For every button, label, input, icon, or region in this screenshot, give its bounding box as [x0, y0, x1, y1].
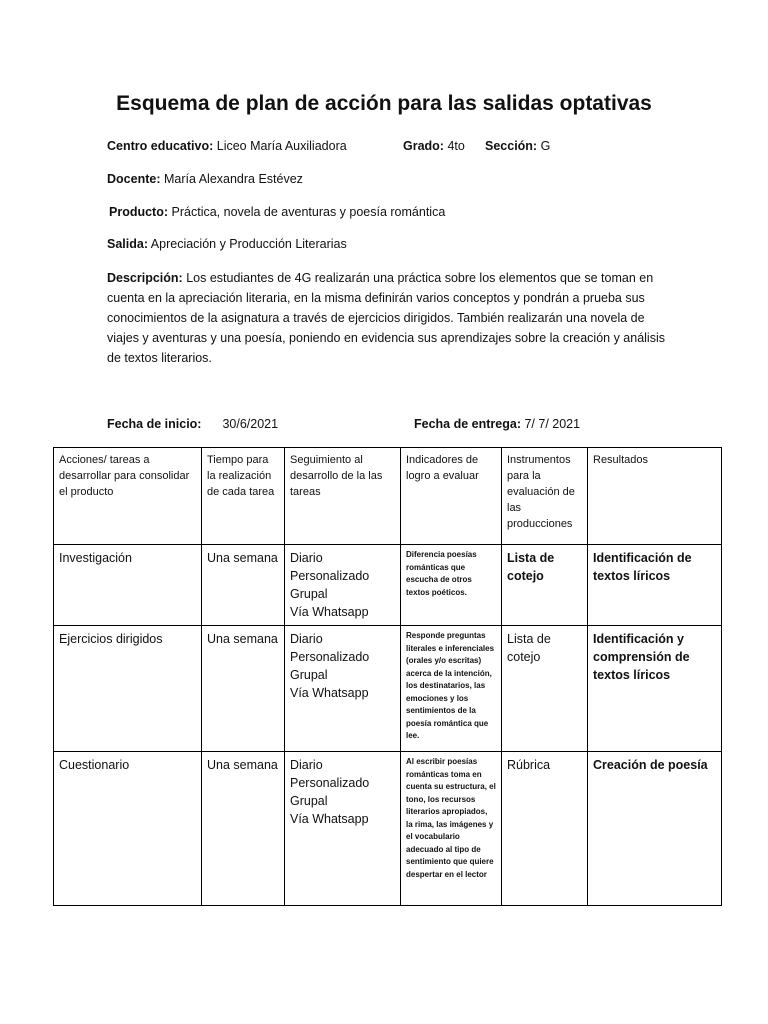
header-seguimiento: Seguimiento al desarrollo de la las tareas — [285, 448, 401, 545]
seguimiento-item: Vía Whatsapp — [290, 812, 369, 826]
table-row — [54, 626, 722, 752]
salida-label: Salida: — [107, 237, 148, 251]
seguimiento-item: Grupal — [290, 587, 328, 601]
fecha-entrega-value: 7/ 7/ 2021 — [524, 417, 581, 431]
cell-tiempo: Una semana — [202, 626, 285, 752]
page-title: Esquema de plan de acción para las salidas optativas — [116, 92, 652, 115]
seccion-label: Sección: — [485, 139, 538, 153]
grado-label: Grado: — [403, 139, 444, 153]
grado-line — [403, 139, 465, 153]
cell-resultado: Identificación y comprensión de textos líricos — [588, 626, 722, 752]
cell-instrumento: Lista de cotejo — [502, 626, 588, 752]
grado-value: 4to — [447, 139, 465, 153]
cell-accion: Investigación — [54, 545, 202, 626]
cell-instrumento: Rúbrica — [502, 752, 588, 906]
fecha-inicio-line — [107, 417, 278, 431]
descripcion-paragraph — [107, 268, 667, 368]
seguimiento-item: Personalizado — [290, 776, 370, 790]
table-row — [54, 545, 722, 626]
cell-indicador: Al escribir poesías románticas toma en cuenta su estructura, el tono, los recursos literarios apropiados, la rima, las imágenes y el vocabulario adecuado al tipo de sentimiento que quiere despertar en el lector — [401, 752, 502, 906]
fecha-inicio-value: 30/6/2021 — [222, 417, 279, 431]
salida-line — [107, 237, 347, 251]
seguimiento-item: Grupal — [290, 794, 328, 808]
centro-value: Liceo María Auxiliadora — [216, 139, 347, 153]
cell-seguimiento — [285, 752, 401, 906]
header-tiempo: Tiempo para la realización de cada tarea — [202, 448, 285, 545]
seguimiento-item: Grupal — [290, 668, 328, 682]
seguimiento-item: Personalizado — [290, 569, 370, 583]
producto-label: Producto: — [109, 205, 169, 219]
producto-value: Práctica, novela de aventuras y poesía romántica — [171, 205, 446, 219]
fecha-entrega-label: Fecha de entrega: — [414, 417, 521, 431]
seguimiento-item: Vía Whatsapp — [290, 686, 369, 700]
seguimiento-item: Diario — [290, 758, 323, 772]
table-row — [54, 752, 722, 906]
seguimiento-item: Diario — [290, 632, 323, 646]
producto-line — [109, 205, 445, 219]
docente-label: Docente: — [107, 172, 161, 186]
cell-resultado: Identificación de textos líricos — [588, 545, 722, 626]
cell-accion: Cuestionario — [54, 752, 202, 906]
cell-seguimiento — [285, 545, 401, 626]
header-acciones: Acciones/ tareas a desarrollar para consolidar el producto — [54, 448, 202, 545]
cell-indicador: Diferencia poesías románticas que escucha de otros textos poéticos. — [401, 545, 502, 626]
fecha-inicio-label: Fecha de inicio: — [107, 417, 202, 431]
salida-value: Apreciación y Producción Literarias — [150, 237, 347, 251]
cell-tiempo: Una semana — [202, 545, 285, 626]
cell-resultado: Creación de poesía — [588, 752, 722, 906]
seguimiento-item: Personalizado — [290, 650, 370, 664]
seguimiento-item: Vía Whatsapp — [290, 605, 369, 619]
cell-seguimiento — [285, 626, 401, 752]
centro-line — [107, 139, 347, 153]
seccion-line — [485, 139, 550, 153]
seccion-value: G — [540, 139, 551, 153]
header-instrumentos: Instrumentos para la evaluación de las producciones — [502, 448, 588, 545]
descripcion-label: Descripción: — [107, 271, 183, 285]
cell-indicador: Responde preguntas literales e inferenciales (orales y/o escritas) acerca de la intención, los destinatarios, las emociones y los sentimientos de la poesía romántica que lee. — [401, 626, 502, 752]
cell-tiempo: Una semana — [202, 752, 285, 906]
table-header-row — [54, 448, 722, 545]
cell-instrumento: Lista de cotejo — [502, 545, 588, 626]
cell-accion: Ejercicios dirigidos — [54, 626, 202, 752]
header-resultados: Resultados — [588, 448, 722, 545]
seguimiento-item: Diario — [290, 551, 323, 565]
docente-line — [107, 172, 303, 186]
action-plan-table — [53, 447, 722, 906]
docente-value: María Alexandra Estévez — [163, 172, 303, 186]
centro-label: Centro educativo: — [107, 139, 214, 153]
header-indicadores: Indicadores de logro a evaluar — [401, 448, 502, 545]
fecha-entrega-line — [414, 417, 580, 431]
descripcion-value: Los estudiantes de 4G realizarán una práctica sobre los elementos que se toman en cuenta en la apreciación literaria, en la misma definirán varios conceptos y pondrán a prueba sus conocimientos de la asignatura a través de ejercicios dirigidos. También realizarán una novela de viajes y aventuras y una poesía, poniendo en evidencia sus aprendizajes sobre la creación y análisis de textos literarios. — [107, 271, 665, 365]
